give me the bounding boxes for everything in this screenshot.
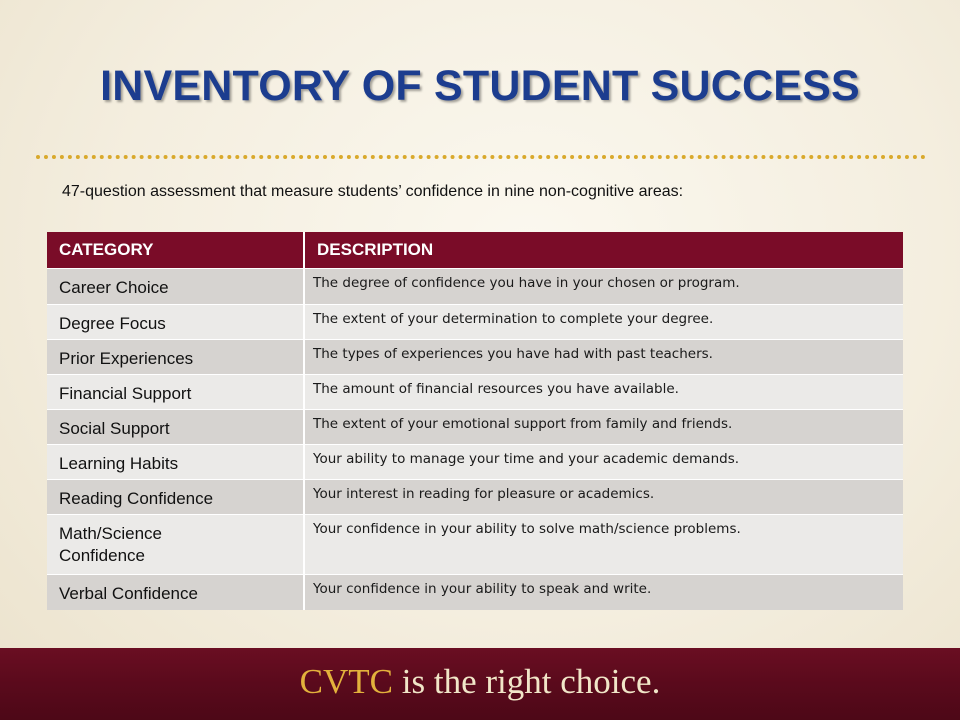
table-row [47, 269, 903, 305]
slide-title: INVENTORY OF STUDENT SUCCESS [100, 62, 860, 110]
header-description: DESCRIPTION [304, 232, 903, 269]
table-row [47, 305, 903, 340]
table-row [47, 445, 903, 480]
tagline-brand: CVTC [299, 662, 394, 701]
row-description: Your confidence in your ability to solve math/science problems. [313, 521, 741, 537]
footer-banner [0, 648, 960, 720]
table-row [47, 375, 903, 410]
row-description: The degree of confidence you have in your chosen or program. [313, 275, 740, 291]
row-category: Reading Confidence [59, 489, 214, 508]
table-header-row [47, 232, 903, 269]
row-category: Career Choice [59, 278, 169, 297]
row-description: The types of experiences you have had with past teachers. [313, 346, 713, 362]
row-category: Learning Habits [59, 454, 179, 473]
row-category: Verbal Confidence [59, 584, 198, 603]
row-description: The extent of your emotional support from family and friends. [313, 416, 733, 432]
table-row [47, 340, 903, 375]
table-row [47, 515, 903, 575]
table-row [47, 480, 903, 515]
row-category: Math/Science Confidence [59, 524, 162, 565]
header-category: CATEGORY [47, 232, 304, 269]
row-description: The extent of your determination to complete your degree. [313, 311, 714, 327]
table-row [47, 575, 903, 610]
row-description: The amount of financial resources you have available. [313, 381, 679, 397]
row-description: Your confidence in your ability to speak and write. [313, 581, 652, 597]
table-row [47, 410, 903, 445]
row-category: Prior Experiences [59, 349, 194, 368]
row-category: Social Support [59, 419, 170, 438]
row-description: Your ability to manage your time and your academic demands. [313, 451, 740, 467]
category-table [47, 232, 903, 610]
dotted-divider [36, 155, 926, 159]
slide-subtitle: 47-question assessment that measure students’ confidence in nine non-cognitive areas: [62, 183, 684, 200]
row-category: Financial Support [59, 384, 192, 403]
tagline-end: right choice. [485, 662, 661, 701]
row-category: Degree Focus [59, 314, 166, 333]
tagline-middle: is the [393, 662, 486, 701]
row-description: Your interest in reading for pleasure or academics. [313, 486, 655, 502]
footer-tagline [0, 662, 960, 702]
